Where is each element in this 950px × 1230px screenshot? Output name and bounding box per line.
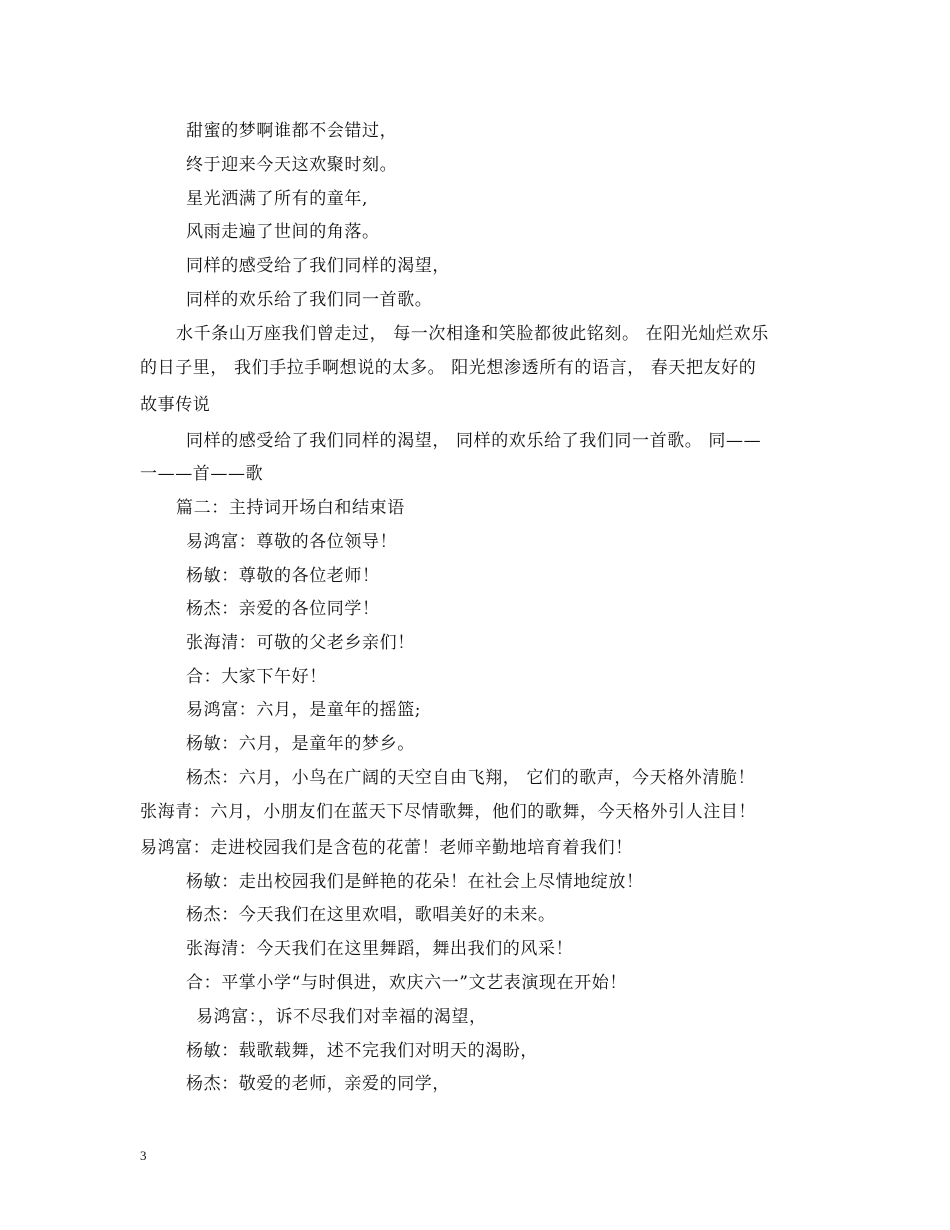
text-line: 风雨走遍了世间的角落。: [186, 222, 380, 242]
text-line: 一——首——歌: [140, 464, 264, 484]
text-line: 同样的感受给了我们同样的渴望， 同样的欢乐给了我们同一首歌。 同——: [186, 431, 762, 451]
text-line: 星光洒满了所有的童年,: [186, 189, 369, 209]
text-line: 合：大家下午好！: [186, 667, 327, 687]
text-line: 故事传说: [140, 395, 211, 415]
text-line: 张海清：今天我们在这里舞蹈，舞出我们的风采！: [186, 939, 574, 959]
text-line: 张海清：可敬的父老乡亲们！: [186, 633, 415, 653]
text-line: 易鸿富：走进校园我们是含苞的花蕾！老师辛勤地培育着我们！: [140, 838, 633, 858]
text-line: 杨杰：敬爱的老师，亲爱的同学，: [186, 1074, 450, 1094]
text-line: 终于迎来今天这欢聚时刻。: [186, 155, 398, 175]
text-line: 杨敏：载歌载舞，述不完我们对明天的渴盼，: [186, 1041, 538, 1061]
text-line: 的日子里， 我们手拉手啊想说的太多。 阳光想渗透所有的语言， 春天把友好的: [140, 358, 757, 378]
text-line: 杨杰：亲爱的各位同学！: [186, 599, 380, 619]
text-line: 杨敏：六月，是童年的梦乡。: [186, 734, 415, 754]
text-line: 合：平掌小学“与时俱进，欢庆六一”文艺表演现在开始！: [186, 973, 627, 993]
text-line: 水千条山万座我们曾走过， 每一次相逢和笑脸都彼此铭刻。 在阳光灿烂欢乐: [176, 324, 769, 344]
section-heading: 篇二：主持词开场白和结束语: [176, 498, 405, 518]
text-line: 杨杰：今天我们在这里欢唱，歌唱美好的未来。: [186, 905, 556, 925]
text-line: 同样的欢乐给了我们同一首歌。: [186, 290, 433, 310]
text-line: 易鸿富：，诉不尽我们对幸福的渴望，: [196, 1007, 487, 1027]
text-line: 杨杰：六月，小鸟在广阔的天空自由飞翔， 它们的歌声，今天格外清脆！: [186, 768, 756, 788]
text-line: 同样的感受给了我们同样的渴望，: [186, 256, 450, 276]
page-number: 3: [140, 1148, 147, 1163]
text-line: 杨敏：尊敬的各位老师！: [186, 566, 380, 586]
text-line: 易鸿富：六月，是童年的摇篮;: [186, 700, 422, 720]
text-line: 易鸿富：尊敬的各位领导！: [186, 532, 398, 552]
text-line: 甜蜜的梦啊谁都不会错过，: [186, 121, 398, 141]
text-line: 张海青：六月，小朋友们在蓝天下尽情歌舞，他们的歌舞，今天格外引人注目！: [140, 802, 756, 822]
text-line: 杨敏：走出校园我们是鲜艳的花朵！在社会上尽情地绽放！: [186, 872, 644, 892]
